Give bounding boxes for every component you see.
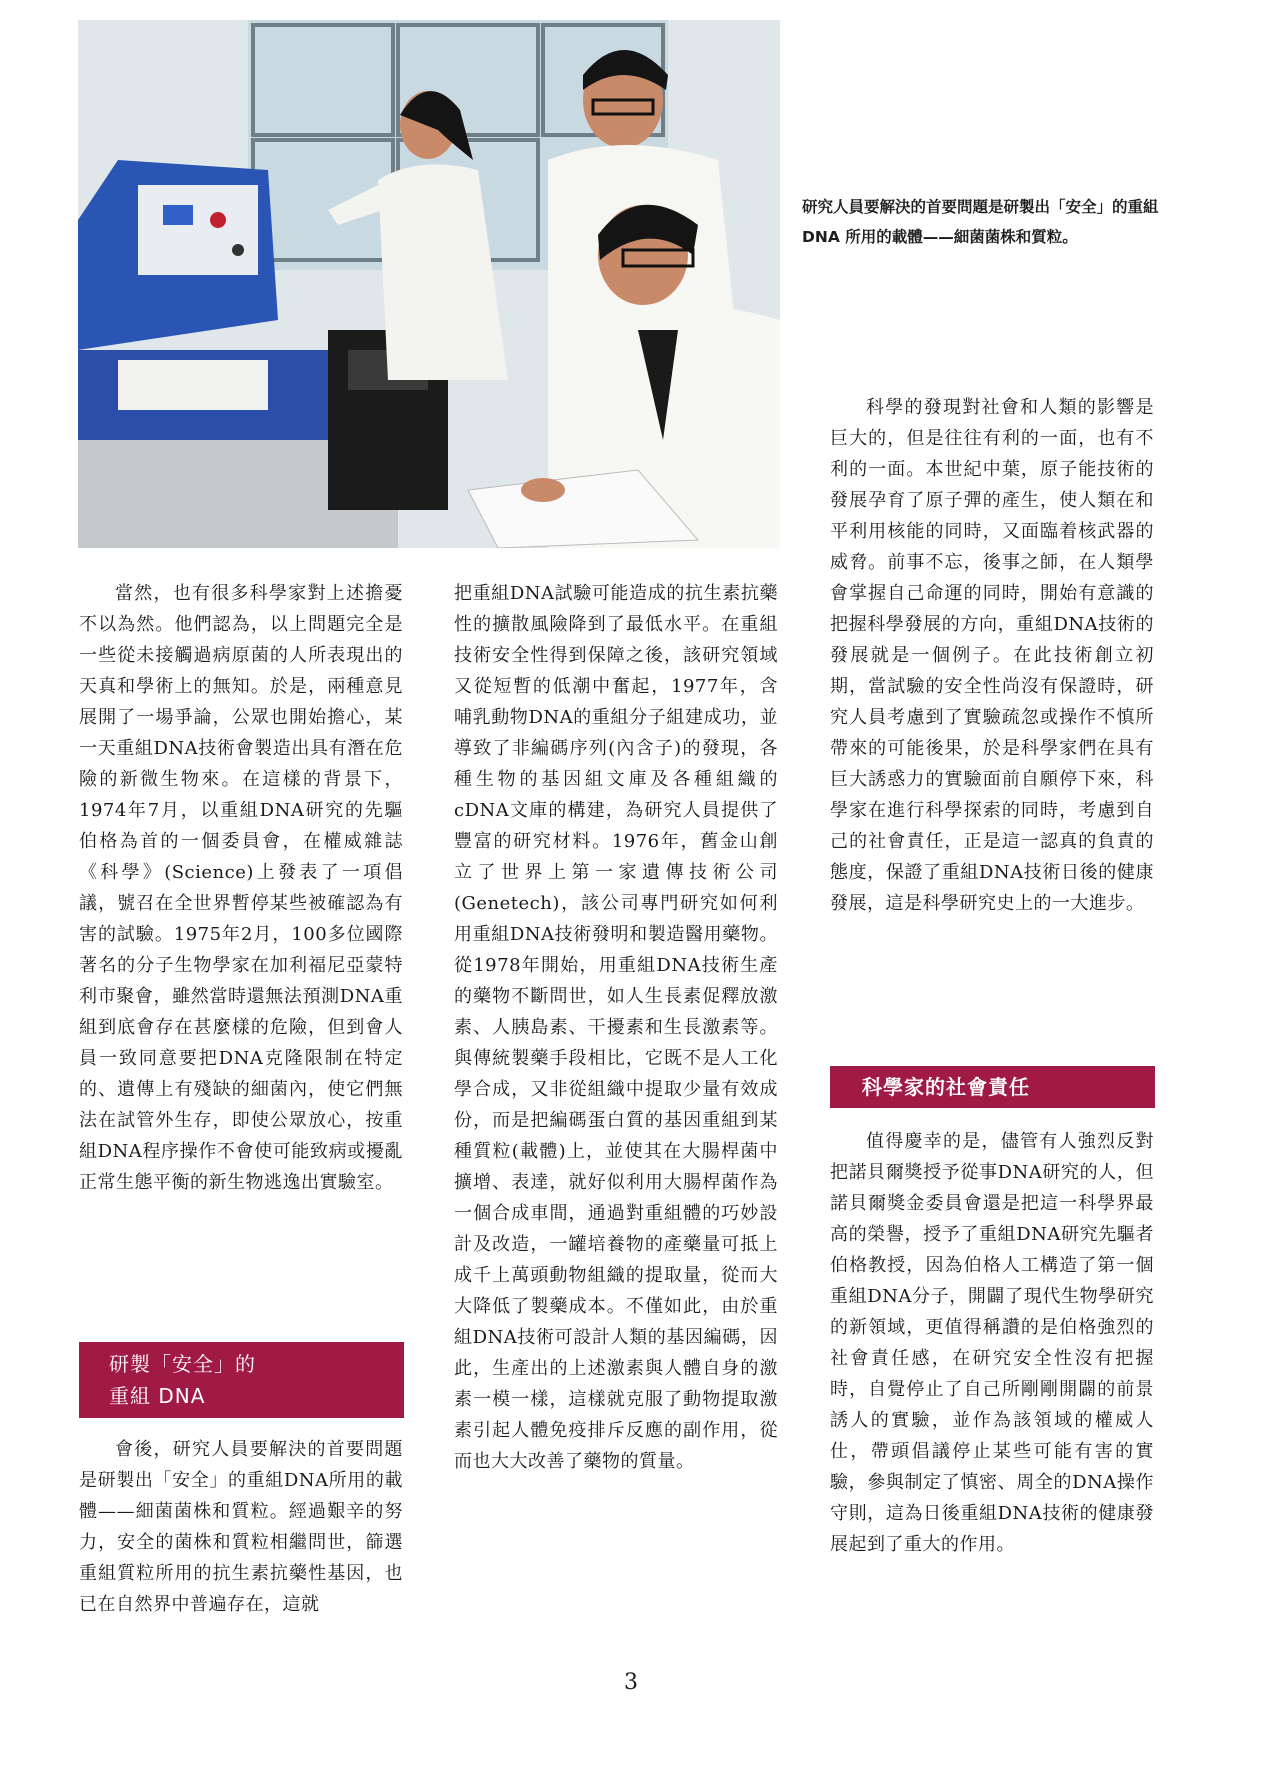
column-3-top	[830, 392, 1154, 919]
photo-caption: 研究人員要解決的首要問題是研製出「安全」的重組 DNA 所用的載體——細菌菌株和質粒。	[802, 198, 1159, 246]
paragraph: 會後，研究人員要解決的首要問題是研製出「安全」的重組DNA所用的載體——細菌菌株和質粒。經過艱辛的努力，安全的菌株和質粒相繼問世，篩選重組質粒所用的抗生素抗藥性基因，也已在自然界中普遍存在，這就	[79, 1439, 403, 1615]
column-3-bottom	[830, 1126, 1154, 1560]
paragraph: 把重組DNA試驗可能造成的抗生素抗藥性的擴散風險降到了最低水平。在重組技術安全性得到保障之後，該研究領域又從短暫的低潮中奮起，1977年，含哺乳動物DNA的重組分子組建成功，並導致了非編碼序列(內含子)的發現，各種生物的基因組文庫及各種組織的cDNA文庫的構建，為研究人員提供了豐富的研究材料。1976年，舊金山創立了世界上第一家遺傳技術公司(Genetech)，該公司專門研究如何利用重組DNA技術發明和製造醫用藥物。從1978年開始，用重組DNA技術生產的藥物不斷問世，如人生長素促釋放激素、人胰島素、干擾素和生長激素等。與傳統製藥手段相比，它既不是人工化學合成，又非從組織中提取少量有效成份，而是把編碼蛋白質的基因重組到某種質粒(載體)上，並使其在大腸桿菌中擴增、表達，就好似利用大腸桿菌作為一個合成車間，通過對重組體的巧妙設計及改造，一罐培養物的產藥量可抵上成千上萬頭動物組織的提取量，從而大大降低了製藥成本。不僅如此，由於重組DNA技術可設計人類的基因編碼，因此，生產出的上述激素與人體自身的激素一模一樣，這樣就克服了動物提取激素引起人體免疫排斥反應的副作用，從而也大大改善了藥物的質量。	[454, 583, 778, 1472]
lab-photo	[78, 20, 780, 548]
page-number: 3	[624, 1670, 638, 1695]
heading-line-1: 研製「安全」的	[109, 1352, 256, 1376]
section-heading-safe-dna	[79, 1342, 404, 1418]
section-heading-social-responsibility: 科學家的社會責任	[830, 1066, 1155, 1108]
paragraph: 值得慶幸的是，儘管有人強烈反對把諾貝爾獎授予從事DNA研究的人，但諾貝爾獎金委員會還是把這一科學界最高的榮譽，授予了重組DNA研究先驅者伯格教授，因為伯格人工構造了第一個重組DNA分子，開闢了現代生物學研究的新領域，更值得稱讚的是伯格強烈的社會責任感，在研究安全性沒有把握時，自覺停止了自己所剛剛開闢的前景誘人的實驗，並作為該領域的權威人仕，帶頭倡議停止某些可能有害的實驗，參與制定了慎密、周全的DNA操作守則，這為日後重組DNA技術的健康發展起到了重大的作用。	[830, 1131, 1154, 1555]
column-1-bottom	[79, 1434, 403, 1620]
column-1	[79, 578, 403, 1198]
paragraph: 科學的發現對社會和人類的影響是巨大的，但是往往有利的一面，也有不利的一面。本世紀中葉，原子能技術的發展孕育了原子彈的產生，使人類在和平利用核能的同時，又面臨着核武器的威脅。前事不忘，後事之師，在人類學會掌握自己命運的同時，開始有意識的把握科學發展的方向，重組DNA技術的發展就是一個例子。在此技術創立初期，當試驗的安全性尚沒有保證時，研究人員考慮到了實驗疏忽或操作不慎所帶來的可能後果，於是科學家們在具有巨大誘惑力的實驗面前自願停下來，科學家在進行科學探索的同時，考慮到自己的社會責任，正是這一認真的負責的態度，保證了重組DNA技術日後的健康發展，這是科學研究史上的一大進步。	[830, 397, 1154, 914]
heading-line-2: 重組 DNA	[109, 1384, 206, 1408]
column-2	[454, 578, 778, 1477]
paragraph: 當然，也有很多科學家對上述擔憂不以為然。他們認為，以上問題完全是一些從未接觸過病原菌的人所表現出的天真和學術上的無知。於是，兩種意見展開了一場爭論，公眾也開始擔心，某一天重組DNA技術會製造出具有潛在危險的新微生物來。在這樣的背景下，1974年7月，以重組DNA研究的先驅伯格為首的一個委員會，在權威雜誌《科學》(Science)上發表了一項倡議，號召在全世界暫停某些被確認為有害的試驗。1975年2月，100多位國際著名的分子生物學家在加利福尼亞蒙特利市聚會，雖然當時還無法預測DNA重組到底會存在甚麼樣的危險，但到會人員一致同意要把DNA克隆限制在特定的、遺傳上有殘缺的細菌內，使它們無法在試管外生存，即使公眾放心，按重組DNA程序操作不會使可能致病或擾亂正常生態平衡的新生物逃逸出實驗室。	[79, 583, 403, 1193]
